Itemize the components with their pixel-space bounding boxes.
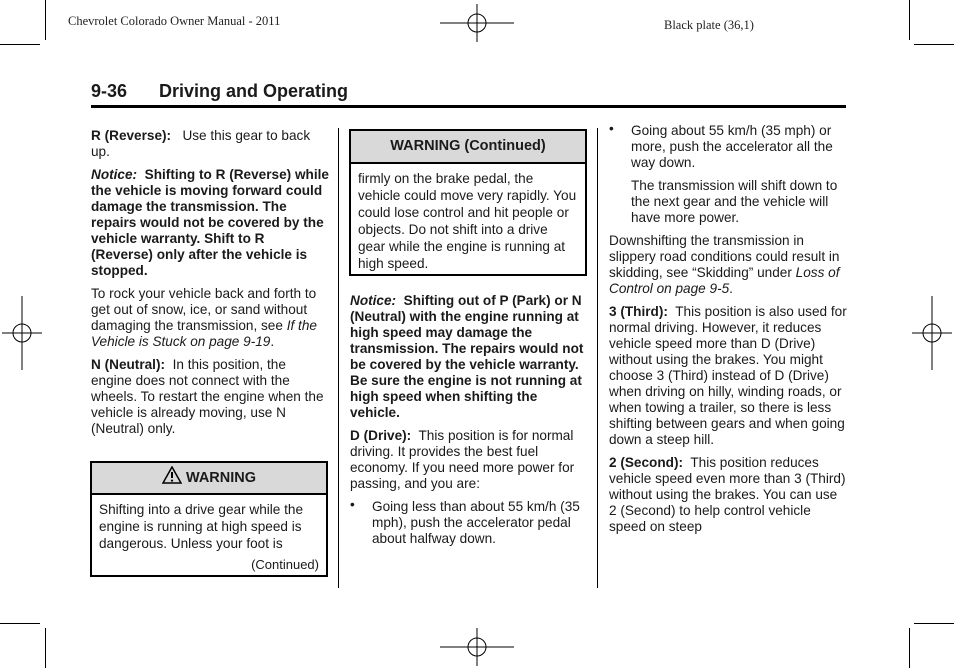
warning-header — [92, 463, 326, 495]
warning-continued-box — [349, 129, 587, 276]
warning-body — [92, 495, 326, 579]
downshift-link[interactable]: Loss of Control on page 9‑5 — [609, 265, 840, 296]
column-3 — [609, 123, 847, 542]
third-label: 3 (Third): — [609, 304, 668, 319]
column-divider — [597, 128, 598, 588]
crop-mark — [909, 0, 910, 40]
downshift-paragraph — [609, 233, 847, 297]
crop-mark — [0, 44, 40, 45]
neutral-paragraph — [91, 357, 329, 437]
drive-paragraph — [350, 428, 584, 492]
warning-continued: (Continued) — [251, 557, 319, 572]
registration-target-icon — [2, 296, 42, 370]
crop-mark — [914, 44, 954, 45]
warning-title: WARNING — [185, 470, 257, 486]
page-number: 9-36 — [91, 81, 128, 101]
downshift-text: Downshifting the transmission in slippery road conditions could result in skidding, see “Skidding” under — [609, 233, 840, 280]
second-text: This position reduces vehicle speed even more than 3 (Third) without using the brakes. You can use 2 (Second) to help control vehicle speed on steep — [609, 455, 846, 534]
bullet-icon: • — [609, 121, 614, 136]
bullet-text: Going about 55 km/h (35 mph) or more, push the accelerator all the way down. — [631, 123, 833, 170]
registration-target-icon — [912, 296, 952, 370]
notice-label: Notice: — [91, 167, 138, 182]
notice-text: Shifting out of P (Park) or N (Neutral) with the engine running at high speed may damage the transmission. The repairs would not be covered by the vehicle warranty. Be sure the engine is not running at high speed when shifting the vehicle. — [350, 293, 584, 420]
downshift-end: . — [729, 281, 733, 296]
crop-mark — [0, 623, 40, 624]
registration-target-icon — [440, 4, 514, 42]
plate-label: Black plate (36,1) — [664, 18, 754, 32]
manual-title: Chevrolet Colorado Owner Manual - 2011 — [68, 14, 281, 28]
crop-mark — [909, 628, 910, 668]
third-paragraph — [609, 304, 847, 448]
section-title: Driving and Operating — [159, 81, 349, 101]
notice-text: Shifting to R (Reverse) while the vehicle is moving forward could damage the transmission. The repairs would not be covered by the vehicle warranty. Shift to R (Reverse) only after the vehicle is stopped. — [91, 167, 329, 278]
reverse-label: R (Reverse): — [91, 128, 172, 143]
notice-label: Notice: — [350, 293, 397, 308]
section-heading — [91, 81, 846, 108]
notice-paragraph — [91, 167, 329, 279]
drive-label: D (Drive): — [350, 428, 412, 443]
bullet-subparagraph: The transmission will shift down to the next gear and the vehicle will have more power. — [631, 178, 838, 225]
rock-link[interactable]: If the Vehicle is Stuck on page 9‑19 — [91, 318, 317, 349]
reverse-paragraph — [91, 128, 329, 160]
warning-continued-header: WARNING (Continued) — [351, 131, 585, 164]
reverse-text: Use this gear to back up. — [91, 128, 311, 159]
bullet-text: Going less than about 55 km/h (35 mph), push the accelerator pedal about halfway down. — [372, 499, 580, 546]
neutral-label: N (Neutral): — [91, 357, 166, 372]
notice-paragraph — [350, 293, 584, 421]
third-text: This position is also used for normal driving. However, it reduces vehicle speed more than D (Drive) without using the brakes. You might choose 3 (Third) instead of D (Drive) when driving on hilly, winding roads, or when towing a trailer, so there is less shifting between gears and when going down a steep hill. — [609, 304, 847, 447]
rock-text: To rock your vehicle back and forth to get out of snow, ice, or sand without damaging the transmission, see — [91, 286, 317, 333]
crop-mark — [914, 623, 954, 624]
warning-continued-body: firmly on the brake pedal, the vehicle could move very rapidly. You could lose control and hit people or objects. Do not shift into a drive gear while the engine is running at high speed. — [358, 171, 577, 271]
warning-triangle-icon — [162, 466, 182, 484]
crop-mark — [45, 628, 46, 668]
second-paragraph — [609, 455, 847, 535]
drive-text: This position is for normal driving. It provides the best fuel economy. If you need more power for passing, and you are: — [350, 428, 575, 491]
warning-text: Shifting into a drive gear while the engine is running at high speed is dangerous. Unless your foot is — [99, 502, 304, 551]
crop-mark — [45, 0, 46, 40]
second-label: 2 (Second): — [609, 455, 684, 470]
column-1 — [91, 128, 329, 444]
neutral-text: In this position, the engine does not connect with the wheels. To restart the engine when the vehicle is already moving, use N (Neutral) only. — [91, 357, 324, 436]
list-item — [350, 499, 584, 547]
warning-box — [90, 461, 328, 577]
rock-end: . — [270, 334, 275, 349]
column-divider — [338, 128, 339, 588]
list-item — [609, 123, 847, 171]
registration-target-icon — [440, 628, 514, 666]
column-2 — [350, 293, 584, 547]
bullet-icon: • — [350, 497, 355, 512]
rock-paragraph — [91, 286, 329, 350]
